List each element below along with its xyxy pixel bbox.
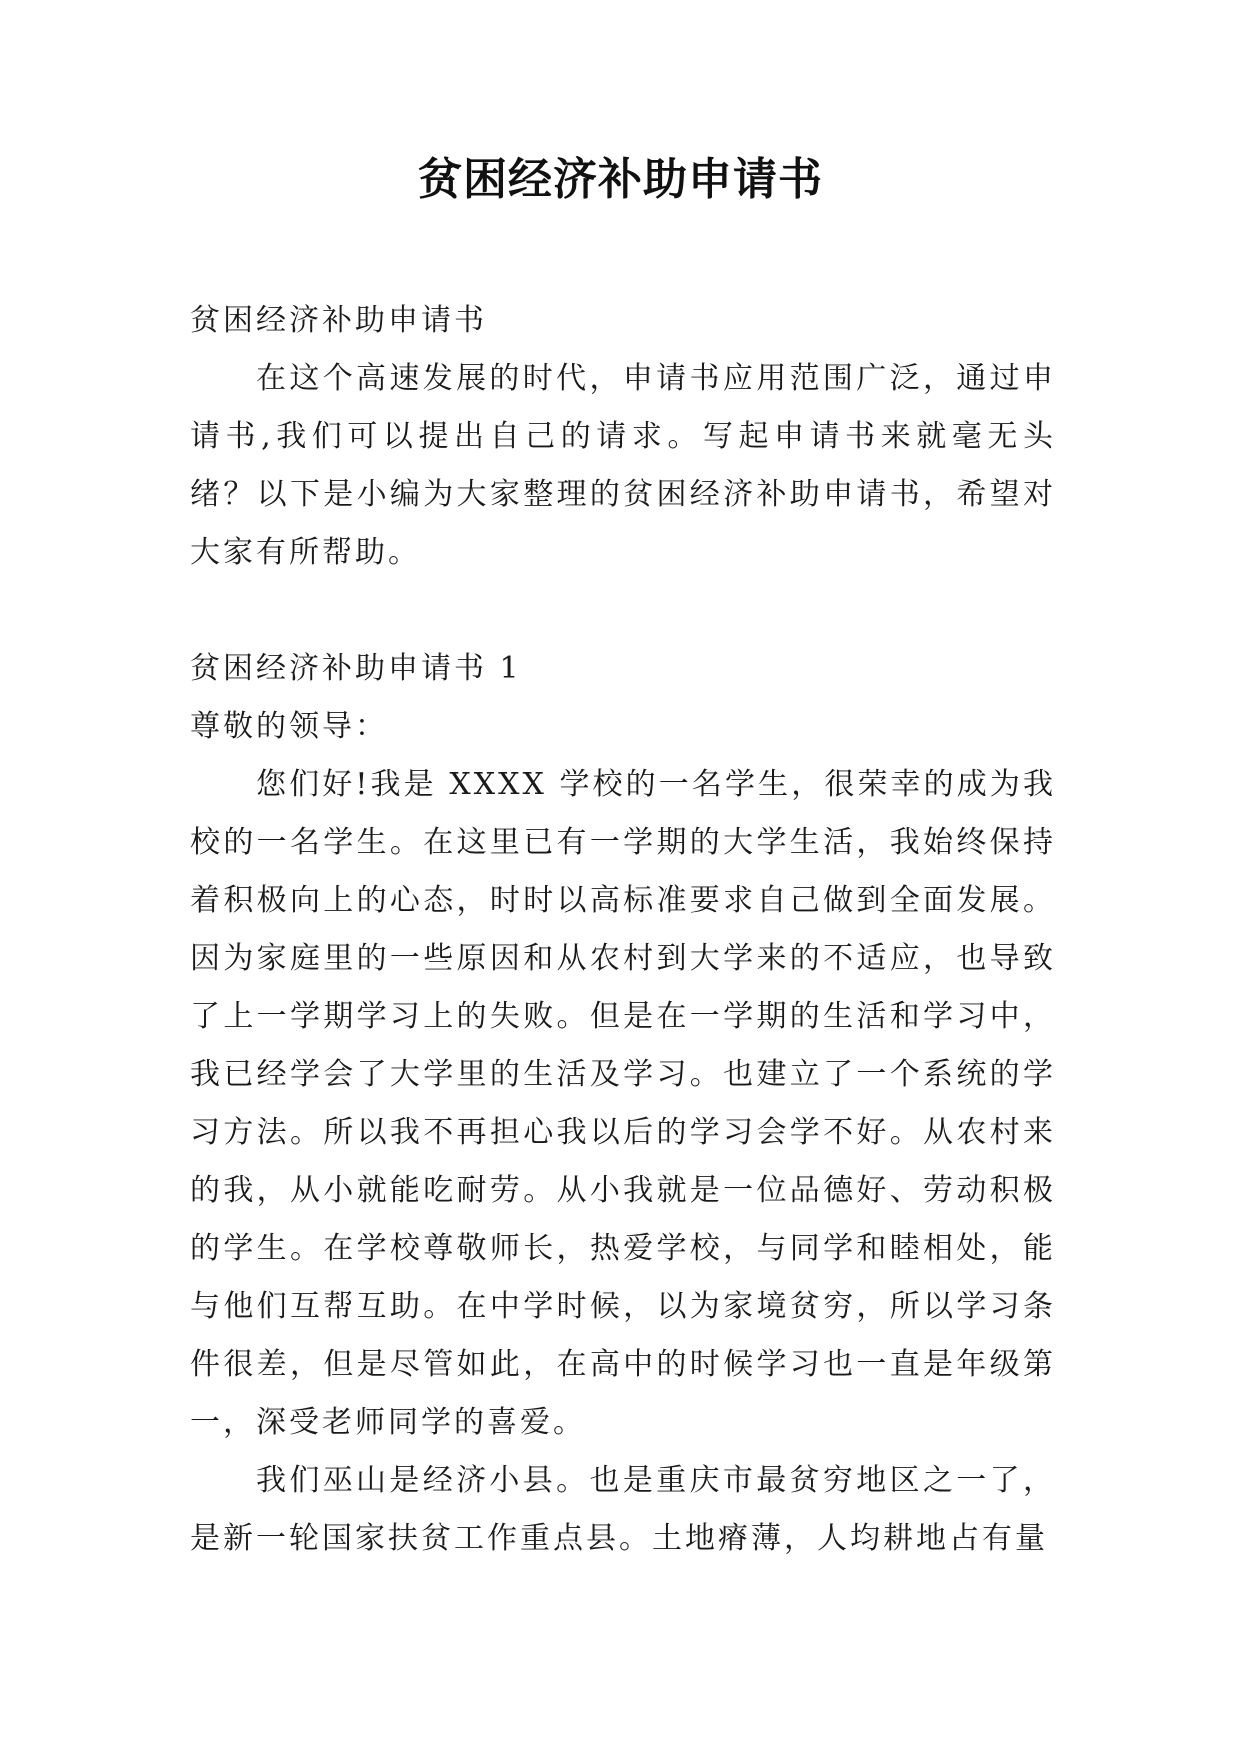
intro-paragraph: 在这个高速发展的时代，申请书应用范围广泛，通过申请书,我们可以提出自己的请求。写起申请书来就毫无头绪？以下是小编为大家整理的贫困经济补助申请书，希望对大家有所帮助。 (190, 361, 1056, 570)
body-paragraph: 我们巫山是经济小县。也是重庆市最贫穷地区之一了，是新一轮国家扶贫工作重点县。土地瘠薄，人均耕地占有量 (190, 1463, 1056, 1556)
salutation: 尊敬的领导： (190, 709, 388, 744)
body-paragraph: 您们好!我是 XXXX 学校的一名学生，很荣幸的成为我校的一名学生。在这里已有一学期的大学生活，我始终保持着积极向上的心态，时时以高标准要求自己做到全面发展。因为家庭里的一些原因和从农村到大学来的不适应，也导致了上一学期学习上的失败。但是在一学期的生活和学习中，我已经学会了大学里的生活及学习。也建立了一个系统的学习方法。所以我不再担心我以后的学习会学不好。从农村来的我，从小就能吃耐劳。从小我就是一位品德好、劳动积极的学生。在学校尊敬师长，热爱学校，与同学和睦相处，能与他们互帮互助。在中学时候，以为家境贫穷，所以学习条件很差，但是尽管如此，在高中的时候学习也一直是年级第一，深受老师同学的喜爱。 (190, 767, 1056, 1440)
document-title: 贫困经济补助申请书 (418, 154, 823, 205)
document-body (190, 292, 1056, 1568)
document-subtitle: 贫困经济补助申请书 (190, 303, 487, 338)
section-heading: 贫困经济补助申请书 1 (190, 651, 522, 686)
